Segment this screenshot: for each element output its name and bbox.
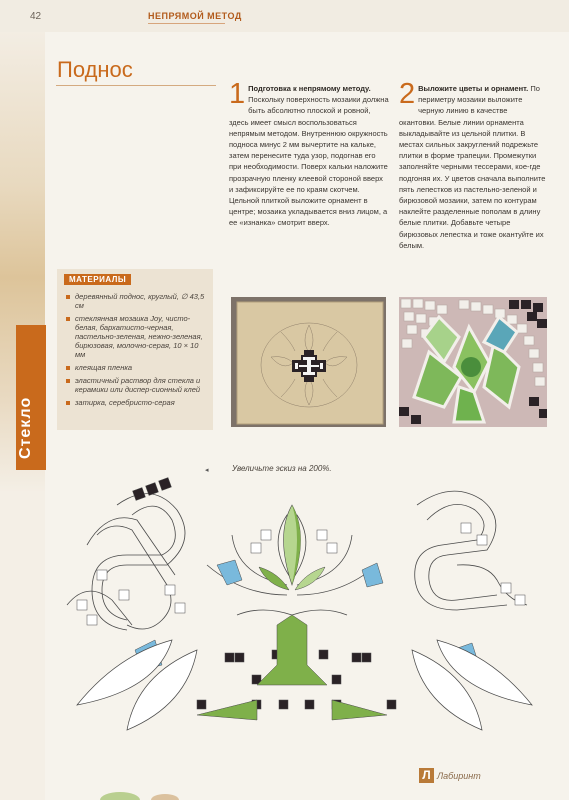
labirint-logo-icon: Л <box>419 768 434 783</box>
step-1-text: Поскольку поверхность мозаики должна быть абсолютно плоской и ровной, здесь имеет смысл воспользоваться непрямым методом. Внутреннюю окружность подноса минус 2 мм вычертите на кальке, затем перенесите туда узор, подогнав его при необходимости. Поверх кальки наложите прозрачную пленку клеевой стороной вверх и зафиксируйте ее по краям скотчем. Цельной плиткой выложите орнамент в центре; мозаика укладывается вниз лицом, а ее «изнанка» смотрит вверх. <box>229 95 389 228</box>
section-title: НЕПРЯМОЙ МЕТОД <box>148 11 242 21</box>
left-knot-band <box>102 494 185 620</box>
step-1-heading: Подготовка к непрямому методу. <box>248 84 371 93</box>
page-title: Поднос <box>57 57 133 82</box>
page-number: 42 <box>30 11 42 22</box>
materials-item: стеклянная мозаика Joy, чисто-белая, бархатисто-черная, пастельно-зеленая, нежно-зеленая, бирюзовая, молочно-серая, 10 × 10 мм <box>66 314 207 359</box>
title-rule <box>56 85 216 86</box>
photo-tracing-paper-image <box>231 297 386 427</box>
materials-list <box>66 292 207 407</box>
caption-arrow-icon: ◂ <box>205 467 209 474</box>
labirint-logo-text: Лабиринт <box>437 771 481 781</box>
pattern-caption: Увеличьте эскиз на 200%. <box>232 464 332 473</box>
materials-item: эластичный раствор для стекла и керамики или диспер-сионный клей <box>66 376 207 394</box>
step-2-number: 2 <box>399 78 416 110</box>
step-1 <box>229 78 389 229</box>
step-2-text: По периметру мозаики выложите черную линию в качестве окантовки. Белые линии орнамента выкладывайте из цельной плитки. В местах сильных закруглений подрежьте плитки в форме трапеции. Промежутки заполняйте черными тессерами, кое-где подгоняя их. У цветов сначала выполните пять лепестков из пастельно-зеленой и бирюзовой мозаики, затем по контурам наклейте разделенные пополам в длину белые плитки. Добавьте четыре бирюзовых лепестка и тоже окантуйте их белым. <box>399 84 546 250</box>
step-2-heading: Выложите цветы и орнамент. <box>418 84 529 93</box>
mosaic-pattern-diagram <box>57 475 552 750</box>
step-1-number: 1 <box>229 78 246 110</box>
chapter-tab-label: Стекло <box>17 396 34 459</box>
bottom-decor-leaves <box>90 780 210 800</box>
photo-mosaic-flower <box>399 297 547 427</box>
materials-item: деревянный поднос, круглый, ∅ 43,5 см <box>66 292 207 310</box>
materials-item: затирка, серебристо-серая <box>66 398 207 407</box>
photo-mosaic-flower-image <box>399 297 547 427</box>
section-rule <box>148 23 225 24</box>
materials-item: клеящая пленка <box>66 363 207 372</box>
photo-tracing-paper <box>231 297 386 427</box>
materials-heading: МАТЕРИАЛЫ <box>64 274 131 285</box>
header-bar <box>0 0 569 32</box>
materials-box <box>57 269 213 430</box>
step-2 <box>399 78 546 251</box>
